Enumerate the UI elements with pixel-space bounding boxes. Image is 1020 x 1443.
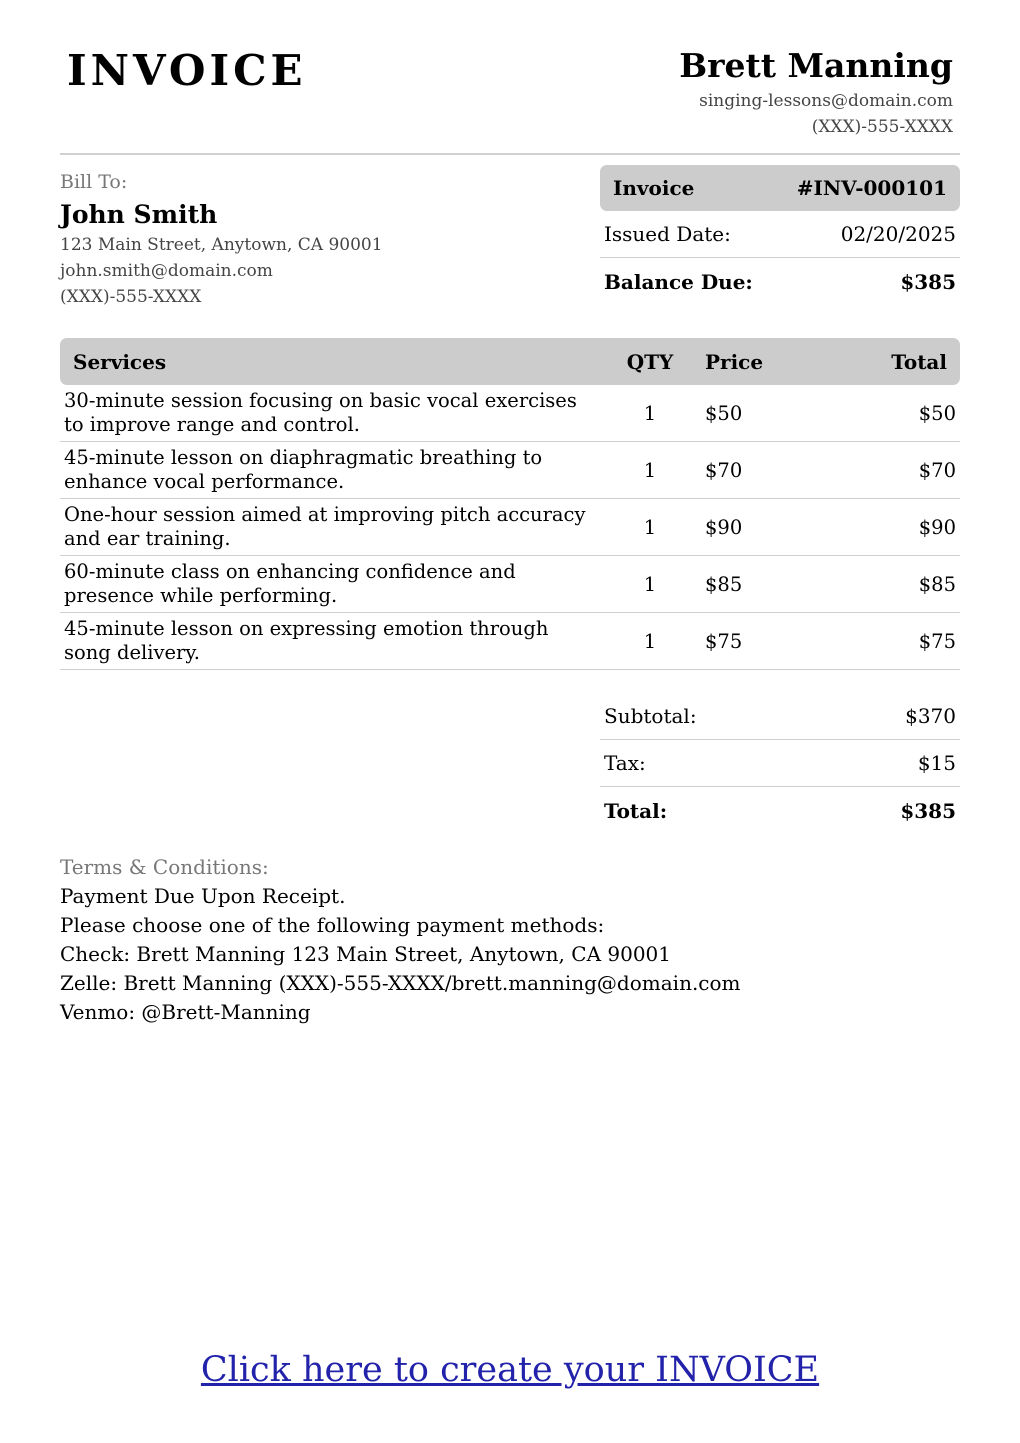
balance-due-value: $385 <box>900 269 956 294</box>
service-price: $50 <box>705 401 743 425</box>
tax-row <box>600 740 960 787</box>
service-total: $90 <box>918 515 956 539</box>
client-email: john.smith@domain.com <box>60 261 273 281</box>
service-qty: 1 <box>643 572 657 596</box>
header-services: Services <box>73 349 167 374</box>
tax-value: $15 <box>917 751 956 775</box>
service-qty: 1 <box>643 401 657 425</box>
subtotal-label: Subtotal: <box>604 704 697 728</box>
header-qty: QTY <box>626 349 674 374</box>
terms-section <box>60 853 960 1027</box>
balance-due-label: Balance Due: <box>604 269 753 294</box>
service-qty: 1 <box>643 629 657 653</box>
table-row <box>60 499 960 556</box>
bill-to-label: Bill To: <box>60 171 128 193</box>
service-description: 45-minute lesson on diaphragmatic breathing to enhance vocal performance. <box>64 446 543 493</box>
table-row <box>60 613 960 670</box>
header-price: Price <box>705 349 764 374</box>
client-address: 123 Main Street, Anytown, CA 90001 <box>60 235 383 255</box>
seller-info <box>533 44 953 140</box>
service-qty: 1 <box>643 458 657 482</box>
totals-summary <box>600 693 960 834</box>
table-row <box>60 556 960 613</box>
terms-line: Venmo: @Brett-Manning <box>60 1000 311 1024</box>
terms-line: Zelle: Brett Manning (XXX)-555-XXXX/brett.manning@domain.com <box>60 971 741 995</box>
seller-name: Brett Manning <box>679 46 953 85</box>
service-total: $50 <box>918 401 956 425</box>
service-qty: 1 <box>643 515 657 539</box>
service-total: $75 <box>918 629 956 653</box>
table-row <box>60 385 960 442</box>
service-price: $70 <box>705 458 743 482</box>
client-phone: (XXX)-555-XXXX <box>60 287 202 307</box>
service-description: 30-minute session focusing on basic vocal exercises to improve range and control. <box>64 389 577 436</box>
header-total: Total <box>891 349 947 374</box>
service-price: $90 <box>705 515 743 539</box>
invoice-title: INVOICE <box>67 46 307 95</box>
service-price: $75 <box>705 629 743 653</box>
balance-due-row <box>600 258 960 305</box>
service-price: $85 <box>705 572 743 596</box>
terms-line: Payment Due Upon Receipt. <box>60 884 346 908</box>
service-description: 60-minute class on enhancing confidence and presence while performing. <box>64 560 516 607</box>
seller-phone: (XXX)-555-XXXX <box>811 117 953 137</box>
service-total: $70 <box>918 458 956 482</box>
invoice-meta-panel <box>600 165 960 305</box>
issued-date-label: Issued Date: <box>604 222 731 246</box>
table-header <box>60 338 960 385</box>
service-total: $85 <box>918 572 956 596</box>
create-invoice-link[interactable]: Click here to create your INVOICE <box>200 1350 820 1390</box>
header-divider <box>60 153 960 155</box>
terms-line: Please choose one of the following payment methods: <box>60 913 605 937</box>
services-table <box>60 338 960 670</box>
terms-label: Terms & Conditions: <box>60 855 269 879</box>
tax-label: Tax: <box>604 751 646 775</box>
subtotal-row <box>600 693 960 740</box>
invoice-number-header <box>600 165 960 211</box>
invoice-number: #INV-000101 <box>796 176 947 200</box>
issued-date-value: 02/20/2025 <box>840 222 956 246</box>
subtotal-value: $370 <box>905 704 956 728</box>
grand-total-row <box>600 787 960 834</box>
service-description: 45-minute lesson on expressing emotion through song delivery. <box>64 617 549 664</box>
grand-total-label: Total: <box>604 798 668 823</box>
issued-date-row <box>600 211 960 258</box>
table-row <box>60 442 960 499</box>
client-name: John Smith <box>60 200 218 229</box>
seller-email: singing-lessons@domain.com <box>699 91 953 111</box>
invoice-label: Invoice <box>613 176 695 200</box>
service-description: One-hour session aimed at improving pitch accuracy and ear training. <box>64 503 586 550</box>
grand-total-value: $385 <box>900 798 956 823</box>
terms-line: Check: Brett Manning 123 Main Street, Anytown, CA 90001 <box>60 942 671 966</box>
